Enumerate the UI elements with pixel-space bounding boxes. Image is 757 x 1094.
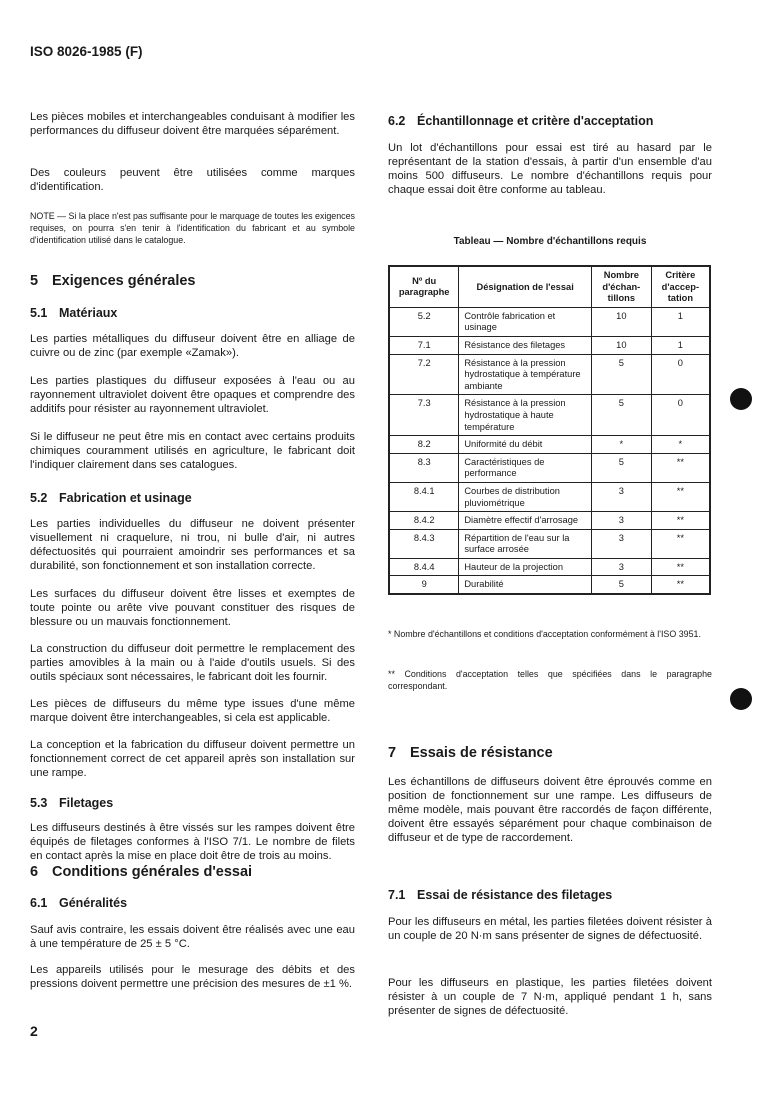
table-row — [389, 482, 710, 511]
section-heading-6: 6 Conditions générales d'essai — [30, 864, 253, 880]
paragraph-number-cell: 8.3 — [389, 453, 459, 482]
test-designation-cell: Courbes de distribution pluviométrique — [459, 482, 592, 511]
acceptance-criterion-cell: 0 — [651, 395, 710, 436]
table-row — [389, 576, 710, 594]
sample-count-cell: 5 — [591, 354, 651, 395]
footnote: * Nombre d'échantillons et conditions d'acceptation conformément à l'ISO 3951. — [388, 629, 701, 639]
paragraph: Les échantillons de diffuseurs doivent être éprouvés comme en position de fonctionnement sur une rampe. Les diffuseurs de même modèle, mais pouvant être raccordés de façon différente, doivent être essayés séparément pour chaque combinaison de diffuseur et de type de raccordement. — [388, 776, 712, 844]
paragraph: Les pièces de diffuseurs du même type issues d'une même marque doivent être interchangeables, si cela est applicable. — [30, 698, 355, 724]
footnote: ** Conditions d'acceptation telles que spécifiées dans le paragraphe correspondant. — [388, 669, 712, 691]
section-heading-5: 5 Exigences générales — [30, 273, 196, 289]
table-row — [389, 453, 710, 482]
acceptance-criterion-cell: ** — [651, 529, 710, 558]
test-designation-cell: Caractéristiques de performance — [459, 453, 592, 482]
paragraph: Un lot d'échantillons pour essai est tiré au hasard par le représentant de la station d'essais, à partir d'un ensemble d'au moins 500 diffuseurs. Le nombre d'échantillons requis pour chaque essai doit être conforme au tableau. — [388, 142, 712, 196]
table-row — [389, 529, 710, 558]
test-designation-cell: Diamètre effectif d'arrosage — [459, 512, 592, 530]
acceptance-criterion-cell: 0 — [651, 354, 710, 395]
paragraph-number-cell: 8.2 — [389, 436, 459, 454]
paragraph: La construction du diffuseur doit permettre le remplacement des parties amovibles à la main ou à l'aide d'outils usuels. Si des outils spéciaux sont nécessaires, le fabricant doit les fournir. — [30, 643, 355, 683]
paragraph: Les diffuseurs destinés à être vissés sur les rampes doivent être équipés de filetages conformes à l'ISO 7/1. Le nombre de filets en contact après la mise en place doit être de trois au moins. — [30, 822, 355, 862]
sample-count-cell: 10 — [591, 336, 651, 354]
table-row — [389, 354, 710, 395]
column-header: Désignation de l'essai — [459, 266, 592, 307]
acceptance-criterion-cell: 1 — [651, 307, 710, 336]
paragraph-number-cell: 8.4.4 — [389, 558, 459, 576]
section-heading-5-3: 5.3 Filetages — [30, 796, 114, 810]
table-row — [389, 558, 710, 576]
acceptance-criterion-cell: ** — [651, 576, 710, 594]
sample-count-cell: 3 — [591, 482, 651, 511]
samples-table — [388, 265, 711, 595]
acceptance-criterion-cell: ** — [651, 482, 710, 511]
test-designation-cell: Répartition de l'eau sur la surface arrosée — [459, 529, 592, 558]
table-row — [389, 512, 710, 530]
paragraph: Pour les diffuseurs en métal, les parties filetées doivent résister à un couple de 20 N·m sans présenter de signes de défectuosité. — [388, 916, 712, 942]
sample-count-cell: 3 — [591, 512, 651, 530]
paragraph-number-cell: 5.2 — [389, 307, 459, 336]
paragraph: Pour les diffuseurs en plastique, les parties filetées doivent résister à un couple de 7 N·m, appliqué pendant 1 h, sans présenter de signes de défectuosité. — [388, 977, 712, 1017]
table-header-row — [389, 266, 710, 307]
note: NOTE — Si la place n'est pas suffisante pour le marquage de toutes les exigences requises, on pourra s'en tenir à l'identification du fabricant et au symbole d'identification utilisé dans le catalogue. — [30, 211, 355, 245]
sample-count-cell: 5 — [591, 453, 651, 482]
paragraph-number-cell: 7.1 — [389, 336, 459, 354]
sample-count-cell: 3 — [591, 529, 651, 558]
column-header: Nº du paragraphe — [389, 266, 459, 307]
paragraph-number-cell: 7.2 — [389, 354, 459, 395]
acceptance-criterion-cell: ** — [651, 512, 710, 530]
paragraph: Les appareils utilisés pour le mesurage des débits et des pressions doivent permettre une précision des mesures de ±1 %. — [30, 964, 355, 990]
acceptance-criterion-cell: ** — [651, 453, 710, 482]
page-number: 2 — [30, 1023, 38, 1039]
section-heading-5-2: 5.2 Fabrication et usinage — [30, 491, 192, 505]
paragraph-number-cell: 9 — [389, 576, 459, 594]
sample-count-cell: 5 — [591, 395, 651, 436]
paragraph-number-cell: 8.4.1 — [389, 482, 459, 511]
section-heading-6-1: 6.1 Généralités — [30, 896, 128, 910]
paragraph-number-cell: 8.4.3 — [389, 529, 459, 558]
section-heading-7: 7 Essais de résistance — [388, 745, 553, 761]
sample-count-cell: * — [591, 436, 651, 454]
punch-hole-mark — [730, 688, 752, 710]
test-designation-cell: Contrôle fabrication et usinage — [459, 307, 592, 336]
paragraph: Les parties individuelles du diffuseur ne doivent présenter visuellement ni craquelure, ni trou, ni bulle d'air, ni autres défectuosités qui pourraient amoindrir ses performances et sa durabilité, son fonctionnement et son installation correcte. — [30, 518, 355, 572]
paragraph-number-cell: 8.4.2 — [389, 512, 459, 530]
test-designation-cell: Uniformité du débit — [459, 436, 592, 454]
acceptance-criterion-cell: 1 — [651, 336, 710, 354]
sample-count-cell: 5 — [591, 576, 651, 594]
section-heading-6-2: 6.2 Échantillonnage et critère d'acceptation — [388, 114, 654, 128]
test-designation-cell: Durabilité — [459, 576, 592, 594]
table-caption: Tableau — Nombre d'échantillons requis — [453, 236, 647, 247]
column-header: Nombre d'échantillons — [591, 266, 651, 307]
paragraph: Sauf avis contraire, les essais doivent être réalisés avec une eau à une température de 25 ± 5 °C. — [30, 924, 355, 950]
paragraph: Les pièces mobiles et interchangeables conduisant à modifier les performances du diffuseur doivent être marquées séparément. — [30, 111, 355, 137]
table-row — [389, 436, 710, 454]
sample-count-cell: 3 — [591, 558, 651, 576]
punch-hole-mark — [730, 388, 752, 410]
paragraph: Les parties plastiques du diffuseur exposées à l'eau ou au rayonnement ultraviolet doivent être opaques et comprendre des additifs pour résister au rayonnement ultraviolet. — [30, 375, 355, 415]
sample-count-cell: 10 — [591, 307, 651, 336]
test-designation-cell: Résistance des filetages — [459, 336, 592, 354]
acceptance-criterion-cell: * — [651, 436, 710, 454]
test-designation-cell: Hauteur de la projection — [459, 558, 592, 576]
paragraph: Les surfaces du diffuseur doivent être lisses et exemptes de toute pointe ou arête vive pouvant constituer des risques de blessure ou un mauvais fonctionnement. — [30, 588, 355, 628]
paragraph: La conception et la fabrication du diffuseur doivent permettre un fonctionnement correct de cet appareil après son installation sur une rampe. — [30, 739, 355, 779]
section-heading-5-1: 5.1 Matériaux — [30, 306, 118, 320]
test-designation-cell: Résistance à la pression hydrostatique à température ambiante — [459, 354, 592, 395]
table-row — [389, 395, 710, 436]
section-heading-7-1: 7.1 Essai de résistance des filetages — [388, 888, 613, 902]
acceptance-criterion-cell: ** — [651, 558, 710, 576]
paragraph: Les parties métalliques du diffuseur doivent être en alliage de cuivre ou de zinc (par exemple «Zamak»). — [30, 333, 355, 359]
document-header: ISO 8026-1985 (F) — [30, 44, 143, 59]
paragraph: Si le diffuseur ne peut être mis en contact avec certains produits chimiques couramment utilisés en agriculture, le fabricant doit l'indiquer clairement dans ses catalogues. — [30, 431, 355, 471]
paragraph: Des couleurs peuvent être utilisées comme marques d'identification. — [30, 167, 355, 193]
table-row — [389, 336, 710, 354]
table-row — [389, 307, 710, 336]
paragraph-number-cell: 7.3 — [389, 395, 459, 436]
column-header: Critère d'acceptation — [651, 266, 710, 307]
test-designation-cell: Résistance à la pression hydrostatique à haute température — [459, 395, 592, 436]
